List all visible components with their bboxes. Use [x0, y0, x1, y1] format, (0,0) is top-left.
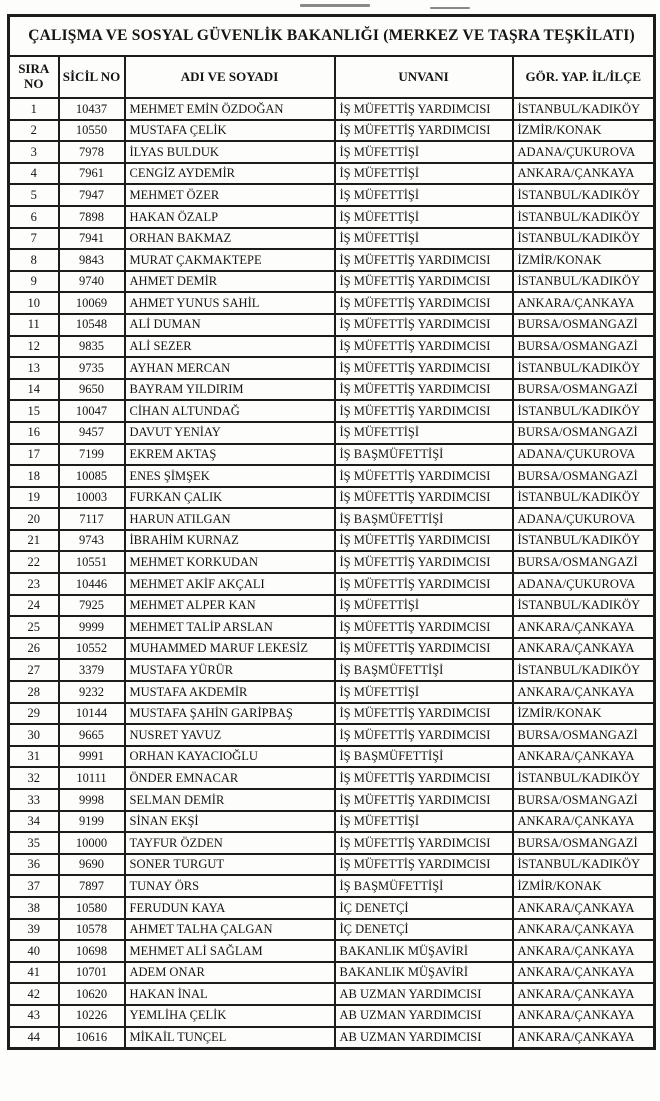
- table-row: [9, 98, 655, 120]
- cell-unvan: BAKANLIK MÜŞAVİRİ: [335, 940, 513, 962]
- cell-unvan: İŞ MÜFETTİŞ YARDIMCISI: [335, 767, 513, 789]
- column-header-sira-no: SIRA NO: [9, 56, 59, 98]
- cell-location: İSTANBUL/KADIKÖY: [513, 228, 655, 250]
- cell-unvan: İŞ MÜFETTİŞ YARDIMCISI: [335, 98, 513, 120]
- cell-location: ADANA/ÇUKUROVA: [513, 508, 655, 530]
- cell-unvan: İŞ MÜFETTİŞ YARDIMCISI: [335, 551, 513, 573]
- cell-name: MEHMET AKİF AKÇALI: [125, 573, 335, 595]
- cell-name: CENGİZ AYDEMİR: [125, 163, 335, 185]
- cell-unvan: AB UZMAN YARDIMCISI: [335, 1005, 513, 1027]
- cell-unvan: İŞ MÜFETTİŞİ: [335, 811, 513, 833]
- table-head: [9, 16, 655, 99]
- cell-sira-no: 19: [9, 487, 59, 509]
- cell-sicil-no: 7199: [59, 444, 125, 466]
- cell-sicil-no: 10548: [59, 314, 125, 336]
- cell-location: BURSA/OSMANGAZİ: [513, 379, 655, 401]
- cell-sira-no: 2: [9, 120, 59, 142]
- cell-sira-no: 12: [9, 336, 59, 358]
- cell-unvan: AB UZMAN YARDIMCISI: [335, 1027, 513, 1049]
- cell-name: MEHMET ÖZER: [125, 184, 335, 206]
- table-row: [9, 141, 655, 163]
- cell-sicil-no: 9199: [59, 811, 125, 833]
- table-row: [9, 1027, 655, 1049]
- cell-unvan: İŞ MÜFETTİŞ YARDIMCISI: [335, 487, 513, 509]
- cell-sicil-no: 9740: [59, 271, 125, 293]
- cell-sicil-no: 10698: [59, 940, 125, 962]
- cell-sira-no: 39: [9, 919, 59, 941]
- table-row: [9, 400, 655, 422]
- cell-unvan: İŞ MÜFETTİŞ YARDIMCISI: [335, 292, 513, 314]
- cell-location: ANKARA/ÇANKAYA: [513, 811, 655, 833]
- cell-location: İSTANBUL/KADIKÖY: [513, 271, 655, 293]
- table-row: [9, 897, 655, 919]
- cell-unvan: İŞ MÜFETTİŞİ: [335, 595, 513, 617]
- cell-sira-no: 14: [9, 379, 59, 401]
- cell-sira-no: 24: [9, 595, 59, 617]
- personnel-table: [7, 14, 656, 1050]
- cell-sira-no: 41: [9, 962, 59, 984]
- cell-sira-no: 4: [9, 163, 59, 185]
- cell-sicil-no: 10701: [59, 962, 125, 984]
- cell-unvan: İŞ MÜFETTİŞİ: [335, 141, 513, 163]
- column-header-adi-ve-soyadi: ADI VE SOYADI: [125, 56, 335, 98]
- cell-sicil-no: 10226: [59, 1005, 125, 1027]
- cell-sicil-no: 10003: [59, 487, 125, 509]
- cell-name: YEMLİHA ÇELİK: [125, 1005, 335, 1027]
- cell-location: ANKARA/ÇANKAYA: [513, 681, 655, 703]
- cell-name: ALİ SEZER: [125, 336, 335, 358]
- cell-sicil-no: 10550: [59, 120, 125, 142]
- cell-sicil-no: 7117: [59, 508, 125, 530]
- cell-location: ANKARA/ÇANKAYA: [513, 940, 655, 962]
- cell-location: BURSA/OSMANGAZİ: [513, 832, 655, 854]
- table-row: [9, 487, 655, 509]
- cell-name: BAYRAM YILDIRIM: [125, 379, 335, 401]
- cell-unvan: İŞ MÜFETTİŞ YARDIMCISI: [335, 832, 513, 854]
- cell-name: SONER TURGUT: [125, 854, 335, 876]
- cell-sicil-no: 10144: [59, 703, 125, 725]
- scan-artifact: [430, 7, 470, 9]
- table-row: [9, 789, 655, 811]
- cell-sicil-no: 10000: [59, 832, 125, 854]
- cell-name: NUSRET YAVUZ: [125, 724, 335, 746]
- cell-sira-no: 21: [9, 530, 59, 552]
- cell-sira-no: 17: [9, 444, 59, 466]
- cell-sira-no: 23: [9, 573, 59, 595]
- table-row: [9, 292, 655, 314]
- cell-name: ADEM ONAR: [125, 962, 335, 984]
- cell-sira-no: 28: [9, 681, 59, 703]
- cell-location: BURSA/OSMANGAZİ: [513, 465, 655, 487]
- table-row: [9, 616, 655, 638]
- cell-location: ANKARA/ÇANKAYA: [513, 1027, 655, 1049]
- cell-sicil-no: 7897: [59, 875, 125, 897]
- table-row: [9, 530, 655, 552]
- cell-location: İZMİR/KONAK: [513, 703, 655, 725]
- cell-name: İBRAHİM KURNAZ: [125, 530, 335, 552]
- cell-location: ANKARA/ÇANKAYA: [513, 163, 655, 185]
- cell-location: ADANA/ÇUKUROVA: [513, 573, 655, 595]
- cell-sira-no: 32: [9, 767, 59, 789]
- cell-unvan: İŞ MÜFETTİŞİ: [335, 422, 513, 444]
- table-row: [9, 746, 655, 768]
- cell-name: MURAT ÇAKMAKTEPE: [125, 249, 335, 271]
- cell-unvan: BAKANLIK MÜŞAVİRİ: [335, 962, 513, 984]
- cell-sicil-no: 9991: [59, 746, 125, 768]
- cell-unvan: İŞ MÜFETTİŞ YARDIMCISI: [335, 336, 513, 358]
- cell-sicil-no: 9457: [59, 422, 125, 444]
- table-row: [9, 465, 655, 487]
- table-row: [9, 336, 655, 358]
- cell-location: İZMİR/KONAK: [513, 875, 655, 897]
- cell-sicil-no: 10580: [59, 897, 125, 919]
- cell-name: ORHAN BAKMAZ: [125, 228, 335, 250]
- cell-sicil-no: 3379: [59, 659, 125, 681]
- cell-sira-no: 37: [9, 875, 59, 897]
- cell-name: SİNAN EKŞİ: [125, 811, 335, 833]
- cell-sicil-no: 7947: [59, 184, 125, 206]
- cell-unvan: İŞ MÜFETTİŞ YARDIMCISI: [335, 573, 513, 595]
- cell-sicil-no: 10578: [59, 919, 125, 941]
- table-row: [9, 724, 655, 746]
- cell-sira-no: 13: [9, 357, 59, 379]
- cell-name: İLYAS BULDUK: [125, 141, 335, 163]
- cell-unvan: İŞ MÜFETTİŞ YARDIMCISI: [335, 400, 513, 422]
- cell-name: HAKAN ÖZALP: [125, 206, 335, 228]
- table-row: [9, 271, 655, 293]
- cell-sira-no: 7: [9, 228, 59, 250]
- cell-name: HARUN ATILGAN: [125, 508, 335, 530]
- cell-sira-no: 15: [9, 400, 59, 422]
- cell-unvan: İŞ BAŞMÜFETTİŞİ: [335, 746, 513, 768]
- cell-sicil-no: 9843: [59, 249, 125, 271]
- table-row: [9, 184, 655, 206]
- table-row: [9, 940, 655, 962]
- cell-name: MEHMET KORKUDAN: [125, 551, 335, 573]
- table-row: [9, 919, 655, 941]
- cell-location: ANKARA/ÇANKAYA: [513, 616, 655, 638]
- cell-location: ANKARA/ÇANKAYA: [513, 919, 655, 941]
- cell-sira-no: 20: [9, 508, 59, 530]
- header-row: [9, 56, 655, 98]
- cell-location: BURSA/OSMANGAZİ: [513, 422, 655, 444]
- cell-sicil-no: 9735: [59, 357, 125, 379]
- cell-location: ANKARA/ÇANKAYA: [513, 638, 655, 660]
- cell-sicil-no: 10616: [59, 1027, 125, 1049]
- cell-sira-no: 9: [9, 271, 59, 293]
- cell-sicil-no: 9999: [59, 616, 125, 638]
- table-row: [9, 1005, 655, 1027]
- cell-location: ANKARA/ÇANKAYA: [513, 897, 655, 919]
- table-row: [9, 508, 655, 530]
- table-row: [9, 120, 655, 142]
- cell-sicil-no: 9232: [59, 681, 125, 703]
- cell-sira-no: 31: [9, 746, 59, 768]
- cell-name: MUHAMMED MARUF LEKESİZ: [125, 638, 335, 660]
- cell-sicil-no: 7961: [59, 163, 125, 185]
- cell-location: BURSA/OSMANGAZİ: [513, 789, 655, 811]
- cell-location: ANKARA/ÇANKAYA: [513, 292, 655, 314]
- table-row: [9, 551, 655, 573]
- cell-sira-no: 38: [9, 897, 59, 919]
- cell-sicil-no: 10047: [59, 400, 125, 422]
- cell-sira-no: 35: [9, 832, 59, 854]
- cell-unvan: İŞ MÜFETTİŞ YARDIMCISI: [335, 465, 513, 487]
- cell-name: TAYFUR ÖZDEN: [125, 832, 335, 854]
- column-header-sicil-no: SİCİL NO: [59, 56, 125, 98]
- cell-sira-no: 30: [9, 724, 59, 746]
- cell-unvan: İÇ DENETÇİ: [335, 919, 513, 941]
- cell-sicil-no: 10446: [59, 573, 125, 595]
- table-row: [9, 962, 655, 984]
- table-row: [9, 767, 655, 789]
- cell-sicil-no: 9690: [59, 854, 125, 876]
- cell-sira-no: 42: [9, 983, 59, 1005]
- cell-sicil-no: 9998: [59, 789, 125, 811]
- cell-sira-no: 27: [9, 659, 59, 681]
- cell-unvan: İŞ MÜFETTİŞ YARDIMCISI: [335, 616, 513, 638]
- cell-sicil-no: 7941: [59, 228, 125, 250]
- cell-location: İSTANBUL/KADIKÖY: [513, 98, 655, 120]
- table-row: [9, 249, 655, 271]
- cell-location: İZMİR/KONAK: [513, 120, 655, 142]
- cell-sira-no: 33: [9, 789, 59, 811]
- cell-unvan: İŞ MÜFETTİŞİ: [335, 228, 513, 250]
- cell-unvan: İŞ MÜFETTİŞ YARDIMCISI: [335, 379, 513, 401]
- cell-unvan: İŞ MÜFETTİŞİ: [335, 184, 513, 206]
- title-row: [9, 16, 655, 57]
- cell-location: ANKARA/ÇANKAYA: [513, 983, 655, 1005]
- cell-name: AYHAN MERCAN: [125, 357, 335, 379]
- cell-sicil-no: 9650: [59, 379, 125, 401]
- column-header-gor-yap-il-ilce: GÖR. YAP. İL/İLÇE: [513, 56, 655, 98]
- cell-name: MEHMET ALPER KAN: [125, 595, 335, 617]
- cell-sira-no: 6: [9, 206, 59, 228]
- cell-name: MEHMET TALİP ARSLAN: [125, 616, 335, 638]
- cell-location: BURSA/OSMANGAZİ: [513, 314, 655, 336]
- cell-name: DAVUT YENİAY: [125, 422, 335, 444]
- cell-sira-no: 3: [9, 141, 59, 163]
- cell-location: İSTANBUL/KADIKÖY: [513, 400, 655, 422]
- table-row: [9, 875, 655, 897]
- cell-location: ANKARA/ÇANKAYA: [513, 962, 655, 984]
- cell-sicil-no: 7898: [59, 206, 125, 228]
- cell-unvan: İŞ MÜFETTİŞ YARDIMCISI: [335, 789, 513, 811]
- cell-unvan: İŞ MÜFETTİŞ YARDIMCISI: [335, 854, 513, 876]
- cell-location: İSTANBUL/KADIKÖY: [513, 659, 655, 681]
- cell-name: MUSTAFA ÇELİK: [125, 120, 335, 142]
- cell-sira-no: 22: [9, 551, 59, 573]
- cell-name: ORHAN KAYACIOĞLU: [125, 746, 335, 768]
- cell-sicil-no: 10111: [59, 767, 125, 789]
- table-row: [9, 595, 655, 617]
- cell-location: ANKARA/ÇANKAYA: [513, 746, 655, 768]
- cell-name: TUNAY ÖRS: [125, 875, 335, 897]
- table-row: [9, 379, 655, 401]
- table-row: [9, 163, 655, 185]
- cell-unvan: İŞ MÜFETTİŞ YARDIMCISI: [335, 638, 513, 660]
- cell-sira-no: 25: [9, 616, 59, 638]
- table-row: [9, 206, 655, 228]
- cell-unvan: İŞ MÜFETTİŞİ: [335, 681, 513, 703]
- cell-unvan: İŞ MÜFETTİŞ YARDIMCISI: [335, 703, 513, 725]
- cell-name: FERUDUN KAYA: [125, 897, 335, 919]
- cell-unvan: İŞ MÜFETTİŞ YARDIMCISI: [335, 724, 513, 746]
- cell-unvan: İŞ MÜFETTİŞ YARDIMCISI: [335, 314, 513, 336]
- cell-unvan: İŞ MÜFETTİŞ YARDIMCISI: [335, 357, 513, 379]
- table-row: [9, 659, 655, 681]
- table-row: [9, 811, 655, 833]
- table-body: [9, 98, 655, 1049]
- scan-artifact: [300, 4, 370, 7]
- cell-sicil-no: 10069: [59, 292, 125, 314]
- table-row: [9, 832, 655, 854]
- cell-name: ALİ DUMAN: [125, 314, 335, 336]
- cell-sicil-no: 10620: [59, 983, 125, 1005]
- cell-name: AHMET TALHA ÇALGAN: [125, 919, 335, 941]
- cell-name: FURKAN ÇALIK: [125, 487, 335, 509]
- cell-sira-no: 36: [9, 854, 59, 876]
- cell-name: MEHMET EMİN ÖZDOĞAN: [125, 98, 335, 120]
- cell-name: MEHMET ALİ SAĞLAM: [125, 940, 335, 962]
- cell-name: MİKAİL TUNÇEL: [125, 1027, 335, 1049]
- cell-name: MUSTAFA ŞAHİN GARİPBAŞ: [125, 703, 335, 725]
- cell-name: SELMAN DEMİR: [125, 789, 335, 811]
- cell-sira-no: 43: [9, 1005, 59, 1027]
- cell-unvan: İŞ MÜFETTİŞ YARDIMCISI: [335, 120, 513, 142]
- cell-unvan: İŞ MÜFETTİŞİ: [335, 163, 513, 185]
- cell-sicil-no: 9743: [59, 530, 125, 552]
- cell-sira-no: 26: [9, 638, 59, 660]
- cell-sicil-no: 7925: [59, 595, 125, 617]
- cell-location: BURSA/OSMANGAZİ: [513, 724, 655, 746]
- cell-unvan: İŞ BAŞMÜFETTİŞİ: [335, 875, 513, 897]
- table-row: [9, 357, 655, 379]
- document-title: ÇALIŞMA VE SOSYAL GÜVENLİK BAKANLIĞI (MERKEZ VE TAŞRA TEŞKİLATI): [9, 16, 655, 57]
- cell-sicil-no: 7978: [59, 141, 125, 163]
- cell-sira-no: 1: [9, 98, 59, 120]
- cell-location: İSTANBUL/KADIKÖY: [513, 767, 655, 789]
- cell-sira-no: 18: [9, 465, 59, 487]
- cell-sira-no: 5: [9, 184, 59, 206]
- cell-sicil-no: 10085: [59, 465, 125, 487]
- cell-name: MUSTAFA YÜRÜR: [125, 659, 335, 681]
- cell-sira-no: 11: [9, 314, 59, 336]
- cell-sicil-no: 10552: [59, 638, 125, 660]
- cell-location: İSTANBUL/KADIKÖY: [513, 487, 655, 509]
- cell-location: ADANA/ÇUKUROVA: [513, 141, 655, 163]
- cell-unvan: İŞ BAŞMÜFETTİŞİ: [335, 444, 513, 466]
- cell-location: İSTANBUL/KADIKÖY: [513, 184, 655, 206]
- cell-sira-no: 34: [9, 811, 59, 833]
- cell-location: BURSA/OSMANGAZİ: [513, 551, 655, 573]
- table-row: [9, 444, 655, 466]
- cell-name: HAKAN İNAL: [125, 983, 335, 1005]
- cell-name: EKREM AKTAŞ: [125, 444, 335, 466]
- cell-unvan: İŞ BAŞMÜFETTİŞİ: [335, 508, 513, 530]
- cell-location: ADANA/ÇUKUROVA: [513, 444, 655, 466]
- cell-unvan: İŞ MÜFETTİŞ YARDIMCISI: [335, 249, 513, 271]
- cell-sicil-no: 9835: [59, 336, 125, 358]
- cell-location: İSTANBUL/KADIKÖY: [513, 357, 655, 379]
- table-row: [9, 854, 655, 876]
- cell-sicil-no: 10437: [59, 98, 125, 120]
- table-row: [9, 314, 655, 336]
- cell-name: AHMET YUNUS SAHİL: [125, 292, 335, 314]
- cell-sicil-no: 9665: [59, 724, 125, 746]
- cell-location: İZMİR/KONAK: [513, 249, 655, 271]
- cell-name: ENES ŞİMŞEK: [125, 465, 335, 487]
- cell-sira-no: 16: [9, 422, 59, 444]
- cell-location: İSTANBUL/KADIKÖY: [513, 595, 655, 617]
- cell-location: BURSA/OSMANGAZİ: [513, 336, 655, 358]
- cell-unvan: İŞ MÜFETTİŞİ: [335, 206, 513, 228]
- table-row: [9, 983, 655, 1005]
- column-header-unvani: UNVANI: [335, 56, 513, 98]
- cell-location: ANKARA/ÇANKAYA: [513, 1005, 655, 1027]
- cell-sira-no: 44: [9, 1027, 59, 1049]
- cell-sira-no: 10: [9, 292, 59, 314]
- cell-unvan: İŞ MÜFETTİŞ YARDIMCISI: [335, 530, 513, 552]
- cell-name: AHMET DEMİR: [125, 271, 335, 293]
- cell-location: İSTANBUL/KADIKÖY: [513, 854, 655, 876]
- cell-name: CİHAN ALTUNDAĞ: [125, 400, 335, 422]
- cell-sira-no: 40: [9, 940, 59, 962]
- cell-location: İSTANBUL/KADIKÖY: [513, 206, 655, 228]
- table-row: [9, 573, 655, 595]
- table-row: [9, 703, 655, 725]
- cell-sira-no: 29: [9, 703, 59, 725]
- table-row: [9, 422, 655, 444]
- cell-unvan: İÇ DENETÇİ: [335, 897, 513, 919]
- cell-sira-no: 8: [9, 249, 59, 271]
- cell-unvan: AB UZMAN YARDIMCISI: [335, 983, 513, 1005]
- cell-sicil-no: 10551: [59, 551, 125, 573]
- table-row: [9, 681, 655, 703]
- cell-name: ÖNDER EMNACAR: [125, 767, 335, 789]
- cell-unvan: İŞ MÜFETTİŞ YARDIMCISI: [335, 271, 513, 293]
- cell-name: MUSTAFA AKDEMİR: [125, 681, 335, 703]
- table-row: [9, 228, 655, 250]
- cell-location: İSTANBUL/KADIKÖY: [513, 530, 655, 552]
- table-row: [9, 638, 655, 660]
- cell-unvan: İŞ BAŞMÜFETTİŞİ: [335, 659, 513, 681]
